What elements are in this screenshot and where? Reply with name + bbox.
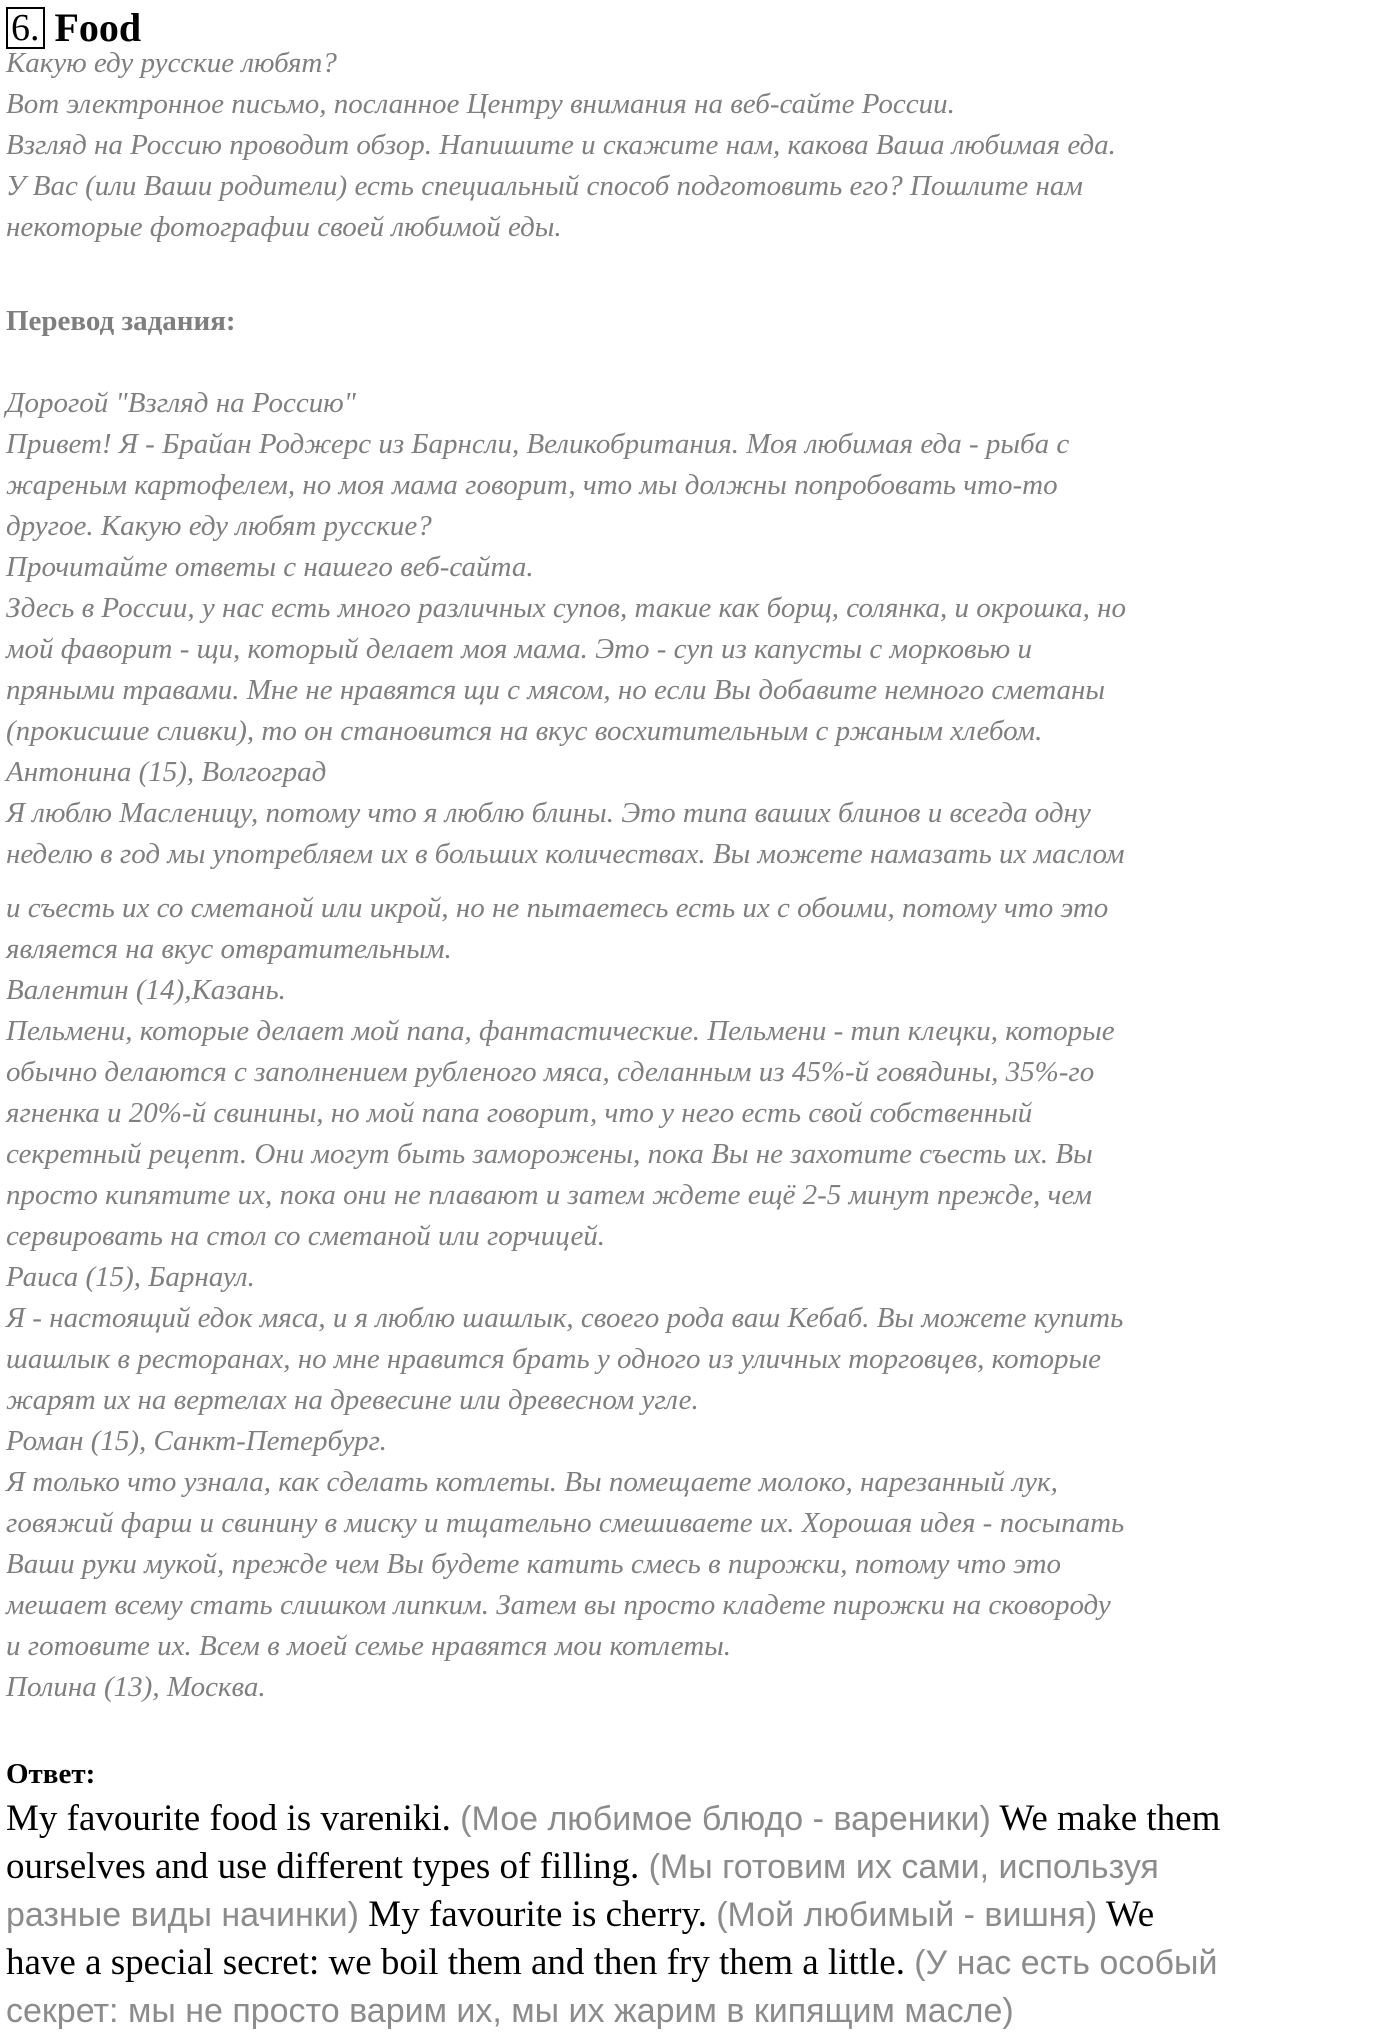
letter-line: шашлык в ресторанах, но мне нравится брать у одного из уличных торговцев, которые [6, 1343, 1102, 1375]
answer-translation: (Мое любимое блюдо - вареники) [460, 1800, 991, 1838]
letter-line: обычно делаются с заполнением рубленого мяса, сделанным из 45%-й говядины, 35%-го [6, 1056, 1095, 1088]
letter-line: и готовите их. Всем в моей семье нравятся мои котлеты. [6, 1630, 732, 1662]
translation-heading: Перевод задания: [6, 305, 236, 337]
letter-line: и съесть их со сметаной или икрой, но не пытаетесь есть их с обоими, потому что это [6, 892, 1109, 924]
answer-line [6, 1795, 1220, 1843]
letter-line: неделю в год мы употребляем их в больших количествах. Вы можете намазать их маслом [6, 838, 1125, 870]
exercise-title: Food [54, 5, 142, 50]
letter-line: говяжий фарш и свинину в миску и тщательно смешиваете их. Хорошая идея - посыпать [6, 1507, 1125, 1539]
letter-line: просто кипятите их, пока они не плавают и затем ждете ещё 2-5 минут прежде, чем [6, 1179, 1092, 1211]
letter-line: сервировать на стол со сметаной или горчицей. [6, 1220, 606, 1252]
letter-line: является на вкус отвратительным. [6, 933, 452, 965]
intro-text [6, 43, 1116, 248]
letter-line: Я только что узнала, как сделать котлеты. Вы помещаете молоко, нарезанный лук, [6, 1466, 1058, 1498]
letter-line: секретный рецепт. Они могут быть заморожены, пока Вы не захотите съесть их. Вы [6, 1138, 1093, 1170]
answer-english: My favourite food is vareniki. [6, 1798, 451, 1839]
intro-line: Какую еду русские любят? [6, 47, 337, 79]
letter-line: Валентин (14),Казань. [6, 974, 286, 1006]
translation-heading-block [6, 301, 236, 342]
answer-heading-block [6, 1754, 95, 1795]
answer-translation: разные виды начинки) [6, 1896, 359, 1934]
exercise-number: 6. [6, 7, 45, 49]
answer-translation: (У нас есть особый [914, 1944, 1218, 1982]
answer-translation: (Мой любимый - вишня) [716, 1896, 1098, 1934]
answer-line [6, 1987, 1220, 2035]
letter-line: (прокисшие сливки), то он становится на вкус восхитительным с ржаным хлебом. [6, 715, 1043, 747]
letter-line: мешает всему стать слишком липким. Затем вы просто кладете пирожки на сковороду [6, 1589, 1111, 1621]
letter-line: мой фаворит - щи, который делает моя мама. Это - суп из капусты с морковью и [6, 633, 1033, 665]
answer-text [6, 1795, 1220, 2035]
letter-line: жареным картофелем, но моя мама говорит, что мы должны попробовать что-то [6, 469, 1058, 501]
answer-english: We [1105, 1894, 1155, 1935]
intro-line: некоторые фотографии своей любимой еды. [6, 211, 562, 243]
answer-translation: (Мы готовим их сами, используя [648, 1848, 1159, 1886]
letter-line: ягненка и 20%-й свинины, но мой папа говорит, что у него есть свой собственный [6, 1097, 1033, 1129]
answer-line [6, 1843, 1220, 1891]
letter-line: Я - настоящий едок мяса, и я люблю шашлык, своего рода ваш Кебаб. Вы можете купить [6, 1302, 1124, 1334]
letter-line: Раиса (15), Барнаул. [6, 1261, 255, 1293]
answer-line [6, 1939, 1220, 1987]
letter-line: Здесь в России, у нас есть много различных супов, такие как борщ, солянка, и окрошка, но [6, 592, 1126, 624]
letter-line: Привет! Я - Брайан Роджерс из Барнсли, Великобритания. Моя любимая еда - рыба с [6, 428, 1070, 460]
answer-heading: Ответ: [6, 1758, 96, 1790]
letter-line: Антонина (15), Волгоград [6, 756, 327, 788]
answer-english: We make them [999, 1798, 1221, 1839]
answer-line [6, 1891, 1220, 1939]
answer-english: My favourite is cherry. [368, 1894, 707, 1935]
letter-line: другое. Какую еду любят русские? [6, 510, 432, 542]
intro-line: Взгляд на Россию проводит обзор. Напишите и скажите нам, какова Ваша любимая еда. [6, 129, 1116, 161]
letter-line: пряными травами. Мне не нравятся щи с мясом, но если Вы добавите немного сметаны [6, 674, 1106, 706]
letter-line: Полина (13), Москва. [6, 1671, 266, 1703]
letter-line: Я люблю Масленицу, потому что я люблю блины. Это типа ваших блинов и всегда одну [6, 797, 1091, 829]
letter-line: Прочитайте ответы с нашего веб-сайта. [6, 551, 534, 583]
intro-line: У Вас (или Ваши родители) есть специальный способ подготовить его? Пошлите нам [6, 170, 1083, 202]
answer-english: have a special secret: we boil them and then fry them a little. [6, 1942, 905, 1983]
answer-translation: секрет: мы не просто варим их, мы их жарим в кипящим масле) [6, 1992, 1014, 2030]
letter-line: жарят их на вертелах на древесине или древесном угле. [6, 1384, 699, 1416]
intro-line: Вот электронное письмо, посланное Центру внимания на веб-сайте России. [6, 88, 955, 120]
letter-line: Роман (15), Санкт-Петербург. [6, 1425, 387, 1457]
answer-english: ourselves and use different types of filling. [6, 1846, 640, 1887]
letter-text-continued [6, 888, 1124, 1708]
letter-text [6, 383, 1126, 875]
letter-line: Дорогой "Взгляд на Россию" [6, 387, 356, 419]
letter-line: Ваши руки мукой, прежде чем Вы будете катить смесь в пирожки, потому что это [6, 1548, 1062, 1580]
letter-line: Пельмени, которые делает мой папа, фантастические. Пельмени - тип клецки, которые [6, 1015, 1115, 1047]
